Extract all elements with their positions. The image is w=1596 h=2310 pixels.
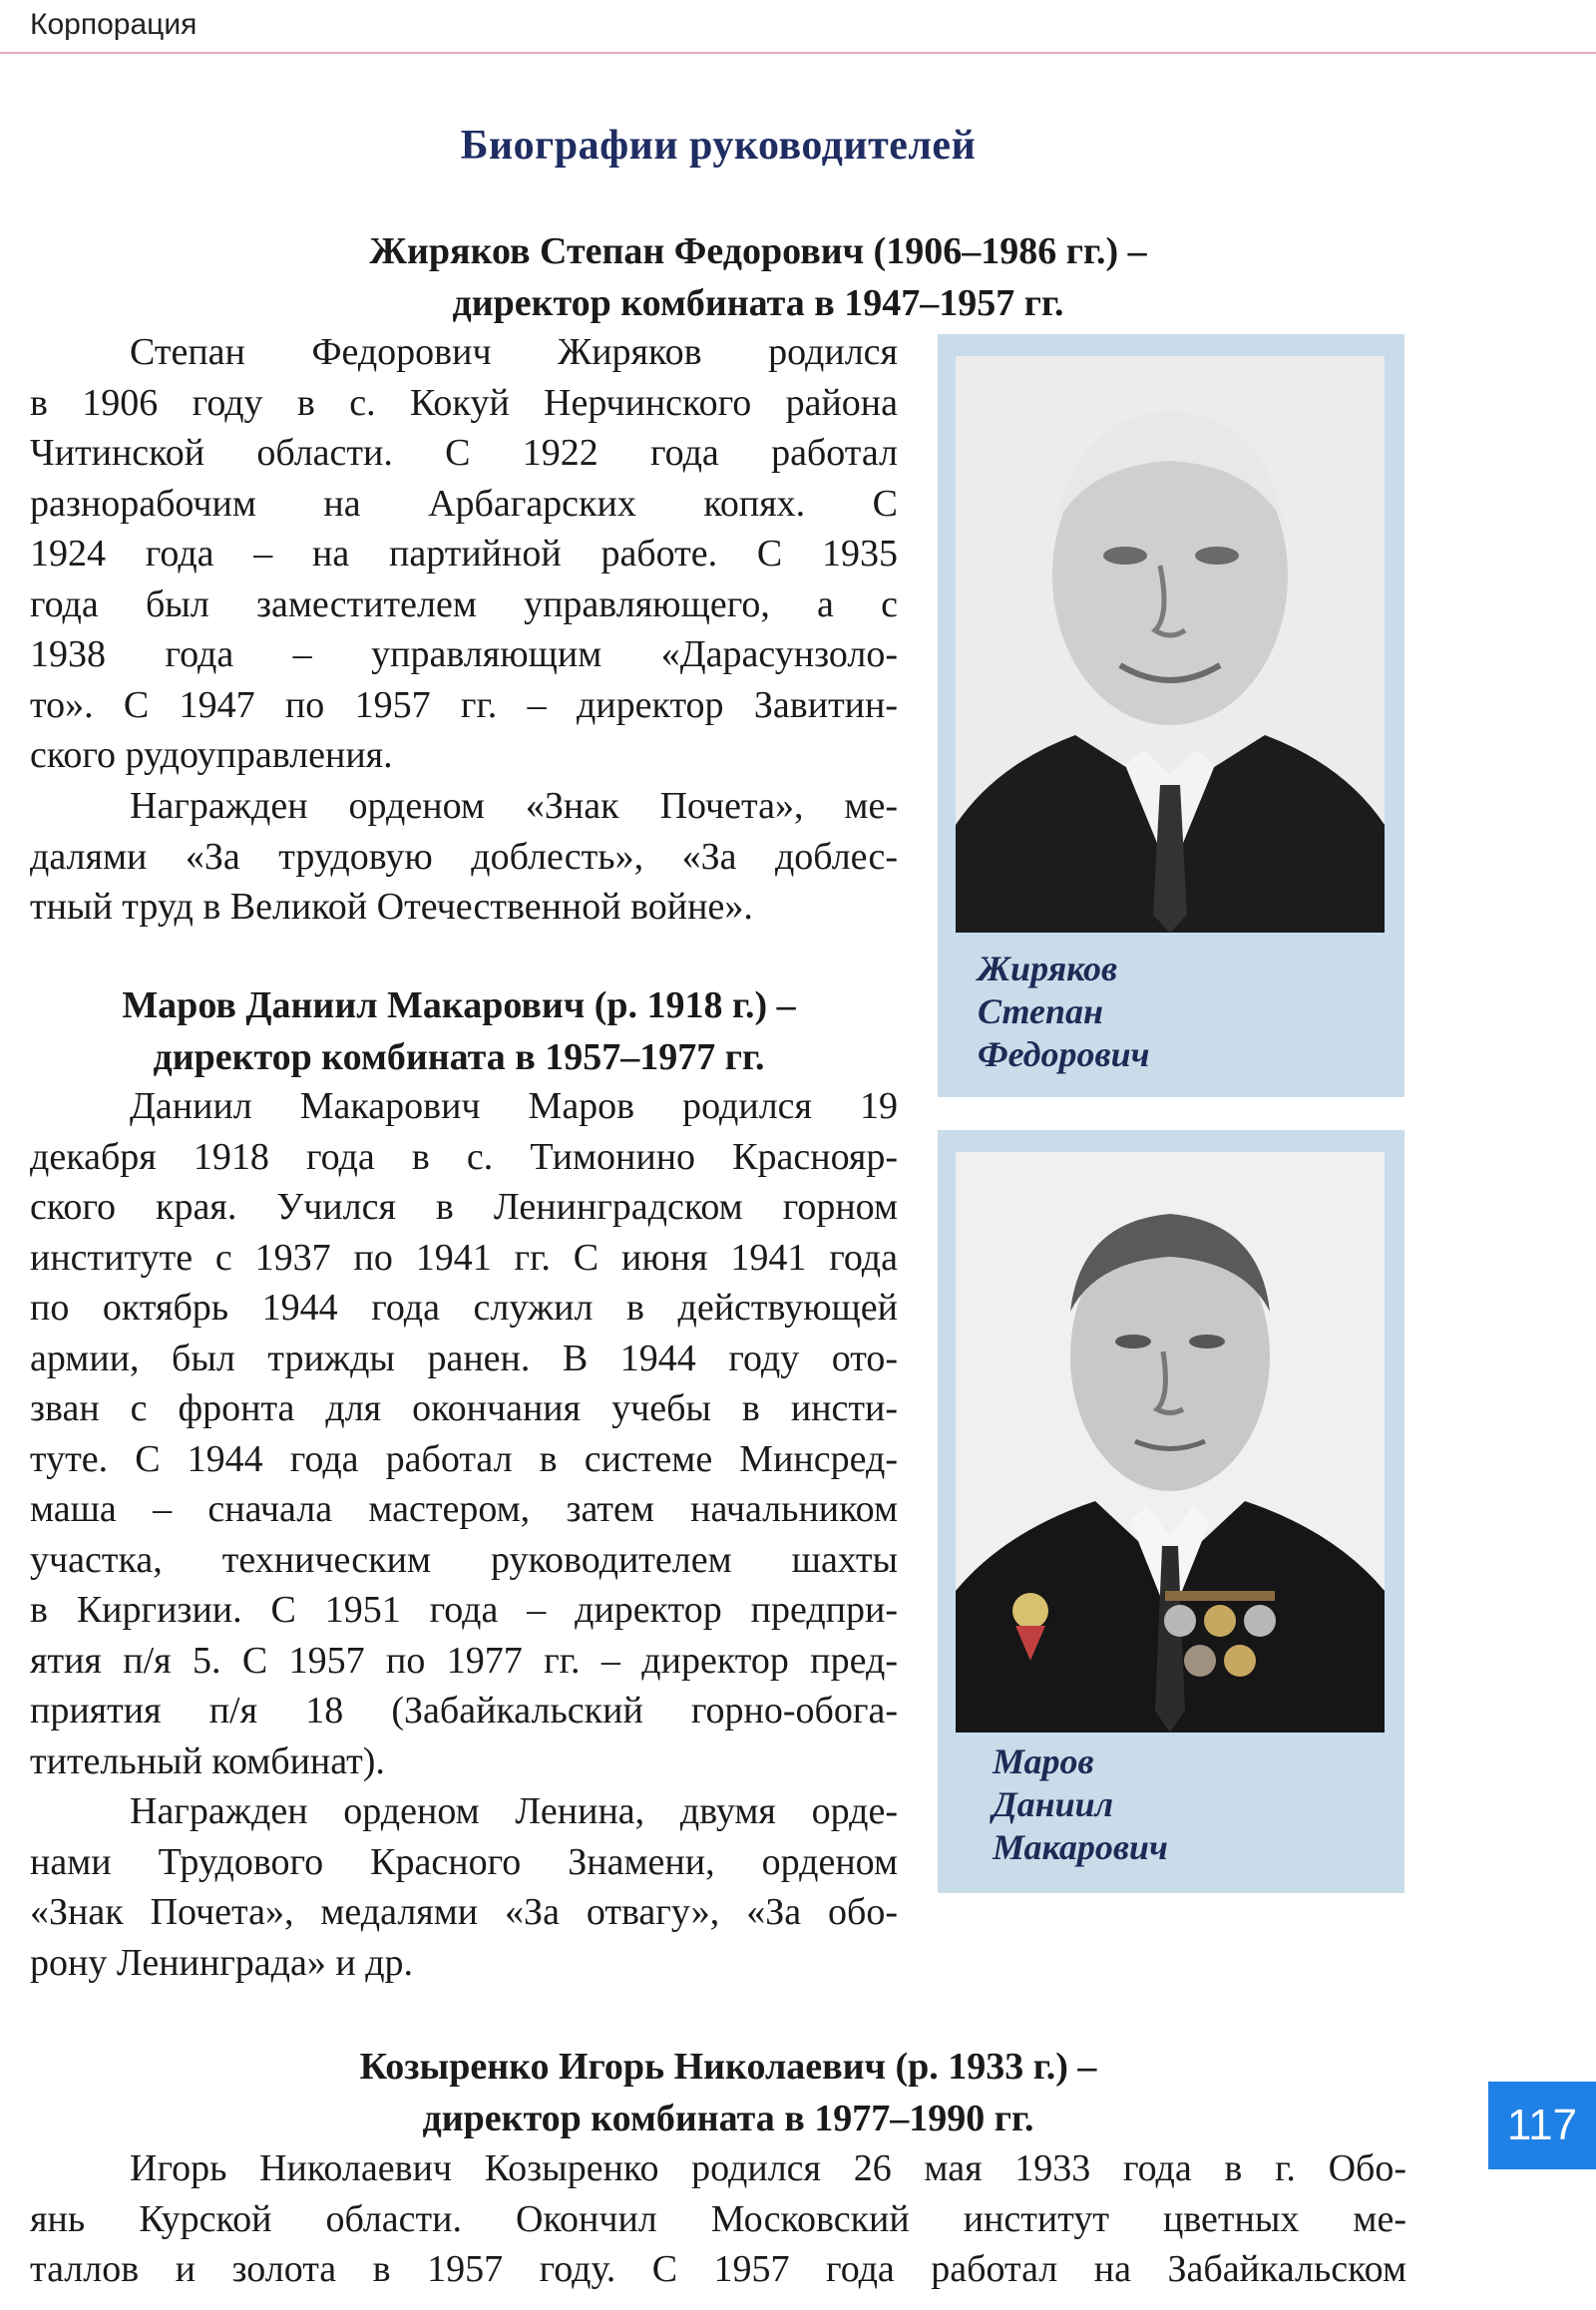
text-line: Игорь Николаевич Козыренко родился 26 мая 1933 года в г. Обо- — [130, 2147, 1406, 2189]
page-title: Биографии руководителей — [460, 123, 977, 169]
text-line: 1938 года – управляющим «Дарасунзоло- — [30, 633, 898, 675]
text-line: декабря 1918 года в с. Тимонино Краснояр- — [30, 1135, 898, 1178]
bio-heading-line: директор комбината в 1977–1990 гг. — [422, 2098, 1034, 2139]
text-line: таллов и золота в 1957 году. С 1957 года работал на Забайкальском — [30, 2248, 1406, 2290]
text-line: «Знак Почета», медалями «За отвагу», «За обо- — [30, 1891, 898, 1933]
caption-line: Жиряков — [978, 949, 1118, 988]
bio-heading-marov — [20, 979, 898, 1083]
bio-heading-line: Козыренко Игорь Николаевич (р. 1933 г.) – — [359, 2046, 1097, 2088]
caption-line: Маров — [993, 1741, 1094, 1781]
caption-line: Макарович — [993, 1827, 1168, 1867]
portrait-caption — [978, 948, 1150, 1076]
bio-heading-line: Жиряков Степан Федорович (1906–1986 гг.) – — [369, 230, 1147, 272]
text-line: маша – сначала мастером, затем начальником — [30, 1488, 898, 1530]
bio-paragraph — [30, 2143, 1406, 2295]
running-header: Корпорация — [30, 8, 198, 41]
text-line: то». С 1947 по 1957 гг. – директор Завитин- — [30, 683, 898, 726]
text-line: Степан Федорович Жиряков родился — [130, 331, 898, 373]
text-line: по октябрь 1944 года служил в действующей — [30, 1287, 898, 1329]
text-line: в Киргизии. С 1951 года – директор предпри- — [30, 1589, 898, 1631]
text-line: туте. С 1944 года работал в системе Минсред- — [30, 1437, 898, 1480]
text-line: ского рудоуправления. — [30, 734, 393, 776]
text-line: армии, был трижды ранен. В 1944 году ото- — [30, 1337, 898, 1379]
text-line: янь Курской области. Окончил Московский институт цветных ме- — [30, 2197, 1406, 2240]
header-divider — [0, 52, 1596, 54]
bio-paragraph — [30, 781, 898, 933]
text-line: Даниил Макарович Маров родился 19 — [130, 1085, 898, 1127]
text-line: Награжден орденом Ленина, двумя орде- — [130, 1790, 898, 1832]
bio-heading-line: Маров Даниил Макарович (р. 1918 г.) – — [122, 984, 796, 1026]
portrait-caption — [993, 1740, 1168, 1869]
text-line: ятия п/я 5. С 1957 по 1977 гг. – директор пред- — [30, 1639, 898, 1682]
caption-line: Степан — [978, 991, 1104, 1031]
bio-heading-kozyrenko — [0, 2041, 1456, 2144]
text-line: зван с фронта для окончания учебы в инсти- — [30, 1387, 898, 1429]
text-line: 1924 года – на партийной работе. С 1935 — [30, 533, 898, 575]
text-line: Награжден орденом «Знак Почета», ме- — [130, 785, 898, 827]
text-line: участка, техническим руководителем шахты — [30, 1538, 898, 1581]
caption-line: Даниил — [993, 1784, 1114, 1824]
bio-paragraph — [30, 327, 898, 781]
text-line: в 1906 году в с. Кокуй Нерчинского района — [30, 381, 898, 424]
bio-heading-line: директор комбината в 1947–1957 гг. — [452, 282, 1064, 324]
portrait-card-zhiryakov — [938, 334, 1404, 1097]
portrait-image — [956, 356, 1385, 933]
text-line: далями «За трудовую доблесть», «За доблес- — [30, 835, 898, 878]
text-line: разнорабочим на Арбагарских копях. С — [30, 482, 898, 525]
portrait-card-marov — [938, 1130, 1404, 1893]
portrait-image — [956, 1152, 1385, 1732]
page-number: 117 — [1488, 2082, 1596, 2169]
bio-paragraph — [30, 1786, 898, 1988]
text-line: тительный комбинат). — [30, 1739, 385, 1782]
text-line: года был заместителем управляющего, а с — [30, 582, 898, 625]
text-line: институте с 1937 по 1941 гг. С июня 1941 года — [30, 1236, 898, 1279]
portrait-photo — [956, 356, 1385, 933]
text-line: ского края. Учился в Ленинградском горном — [30, 1186, 898, 1228]
text-line: нами Трудового Красного Знамени, орденом — [30, 1840, 898, 1883]
text-line: рону Ленинграда» и др. — [30, 1941, 414, 1984]
text-line: Читинской области. С 1922 года работал — [30, 432, 898, 474]
text-line: тный труд в Великой Отечественной войне». — [30, 886, 753, 928]
caption-line: Федорович — [978, 1034, 1150, 1074]
bio-heading-zhiryakov — [0, 225, 1516, 329]
text-line: приятия п/я 18 (Забайкальский горно-обога- — [30, 1690, 898, 1732]
bio-heading-line: директор комбината в 1957–1977 гг. — [153, 1036, 765, 1078]
bio-paragraph — [30, 1081, 898, 1786]
portrait-photo — [956, 1152, 1385, 1732]
